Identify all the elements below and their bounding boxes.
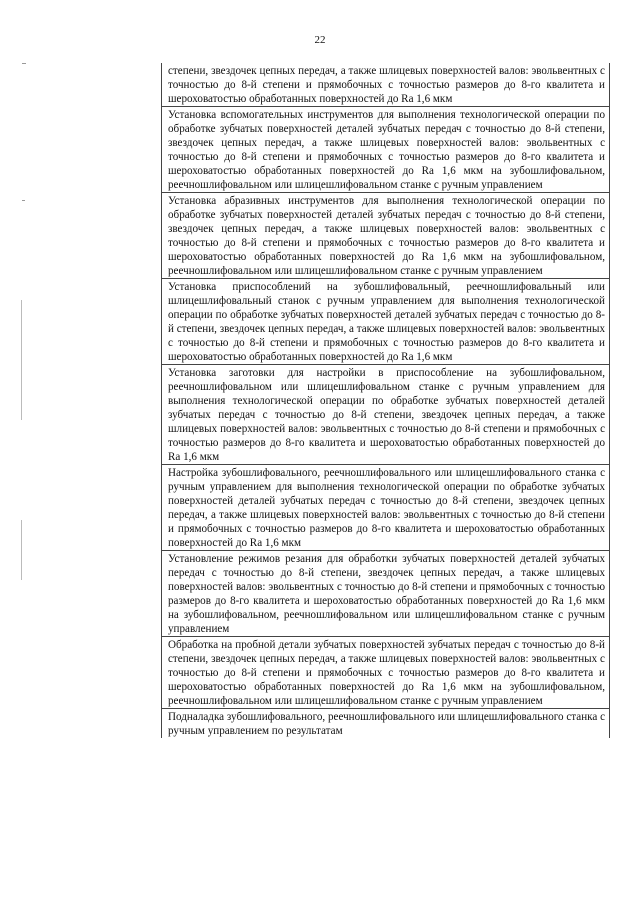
table-row bbox=[162, 63, 609, 106]
row-text: Установка приспособлений на зубошлифовальный, реечношлифовальный или шлицешлифовальный станок с ручным управлением для выполнения технологической операции по обработке зубчатых поверхностей деталей зубчатых передач с точностью до 8-й степени, звездочек цепных передач, а также шлицевых поверхностей валов: эвольвентных с точностью до 8-й степени и прямобочных с точностью размеров до 8-го квалитета и шероховатостью обработанных поверхностей до Ra 1,6 мкм bbox=[168, 281, 605, 363]
table-row bbox=[162, 278, 609, 364]
scan-margin-mark bbox=[22, 200, 25, 201]
row-text: Обработка на пробной детали зубчатых поверхностей зубчатых передач с точностью до 8-й степени, звездочек цепных передач, а также шлицевых поверхностей валов: эвольвентных с точностью до 8-й степени и прямобочных с точностью размеров до 8-го квалитета и шероховатостью обработанных поверхностей до Ra 1,6 мкм на зубошлифовальном, реечношлифовальном или шлицешлифовальном станке с ручным управлением bbox=[168, 639, 605, 707]
table-row bbox=[162, 364, 609, 464]
competency-table bbox=[161, 63, 610, 738]
table-row bbox=[162, 106, 609, 192]
table-row bbox=[162, 708, 609, 738]
table-row bbox=[162, 550, 609, 636]
page-number: 22 bbox=[314, 34, 326, 46]
scan-margin-line bbox=[21, 300, 22, 420]
row-text: Подналадка зубошлифовального, реечношлифовального или шлицешлифовального станка с ручным управлением по результатам bbox=[168, 711, 605, 737]
scan-margin-mark bbox=[22, 63, 26, 64]
row-text: Установка вспомогательных инструментов для выполнения технологической операции по обработке зубчатых поверхностей деталей зубчатых передач с точностью до 8-й степени, звездочек цепных передач, а также шлицевых поверхностей валов: эвольвентных с точностью до 8-й степени и прямобочных с точностью размеров до 8-го квалитета и шероховатостью обработанных поверхностей до Ra 1,6 мкм на зубошлифовальном, реечношлифовальном или шлицешлифовальном станке с ручным управлением bbox=[168, 109, 605, 191]
row-text: Установление режимов резания для обработки зубчатых поверхностей деталей зубчатых передач с точностью до 8-й степени, звездочек цепных передач, а также шлицевых поверхностей валов: эвольвентных с точностью до 8-й степени и прямобочных с точностью размеров до 8-го квалитета и шероховатостью обработанных поверхностей до Ra 1,6 мкм на зубошлифовальном, реечношлифовальном или шлицешлифовальном станке с ручным управлением bbox=[168, 553, 605, 635]
row-text: Установка абразивных инструментов для выполнения технологической операции по обработке зубчатых поверхностей деталей зубчатых передач с точностью до 8-й степени, звездочек цепных передач, а также шлицевых поверхностей валов: эвольвентных с точностью до 8-й степени и прямобочных с точностью размеров до 8-го квалитета и шероховатостью обработанных поверхностей до Ra 1,6 мкм на зубошлифовальном, реечношлифовальном или шлицешлифовальном станке с ручным управлением bbox=[168, 195, 605, 277]
table-row bbox=[162, 192, 609, 278]
row-text: Установка заготовки для настройки в приспособление на зубошлифовальном, реечношлифовальном или шлицешлифовальном станке с ручным управлением для выполнения технологической операции по обработке зубчатых поверхностей деталей зубчатых передач с точностью до 8-й степени, звездочек цепных передач, а также шлицевых поверхностей валов: эвольвентных с точностью до 8-й степени и прямобочных с точностью размеров до 8-го квалитета и шероховатостью обработанных поверхностей до Ra 1,6 мкм bbox=[168, 367, 605, 463]
row-text: Настройка зубошлифовального, реечношлифовального или шлицешлифовального станка с ручным управлением для выполнения технологической операции по обработке зубчатых поверхностей деталей зубчатых передач с точностью до 8-й степени, звездочек цепных передач, а также шлицевых поверхностей валов: эвольвентных с точностью до 8-й степени и прямобочных с точностью размеров до 8-го квалитета и шероховатостью обработанных поверхностей до Ra 1,6 мкм bbox=[168, 467, 605, 549]
table-row bbox=[162, 636, 609, 708]
scan-margin-line bbox=[21, 520, 22, 580]
table-row bbox=[162, 464, 609, 550]
row-text: степени, звездочек цепных передач, а также шлицевых поверхностей валов: эвольвентных с точностью до 8-й степени и прямобочных с точностью размеров до 8-го квалитета и шероховатостью обработанных поверхностей до Ra 1,6 мкм bbox=[168, 65, 605, 105]
